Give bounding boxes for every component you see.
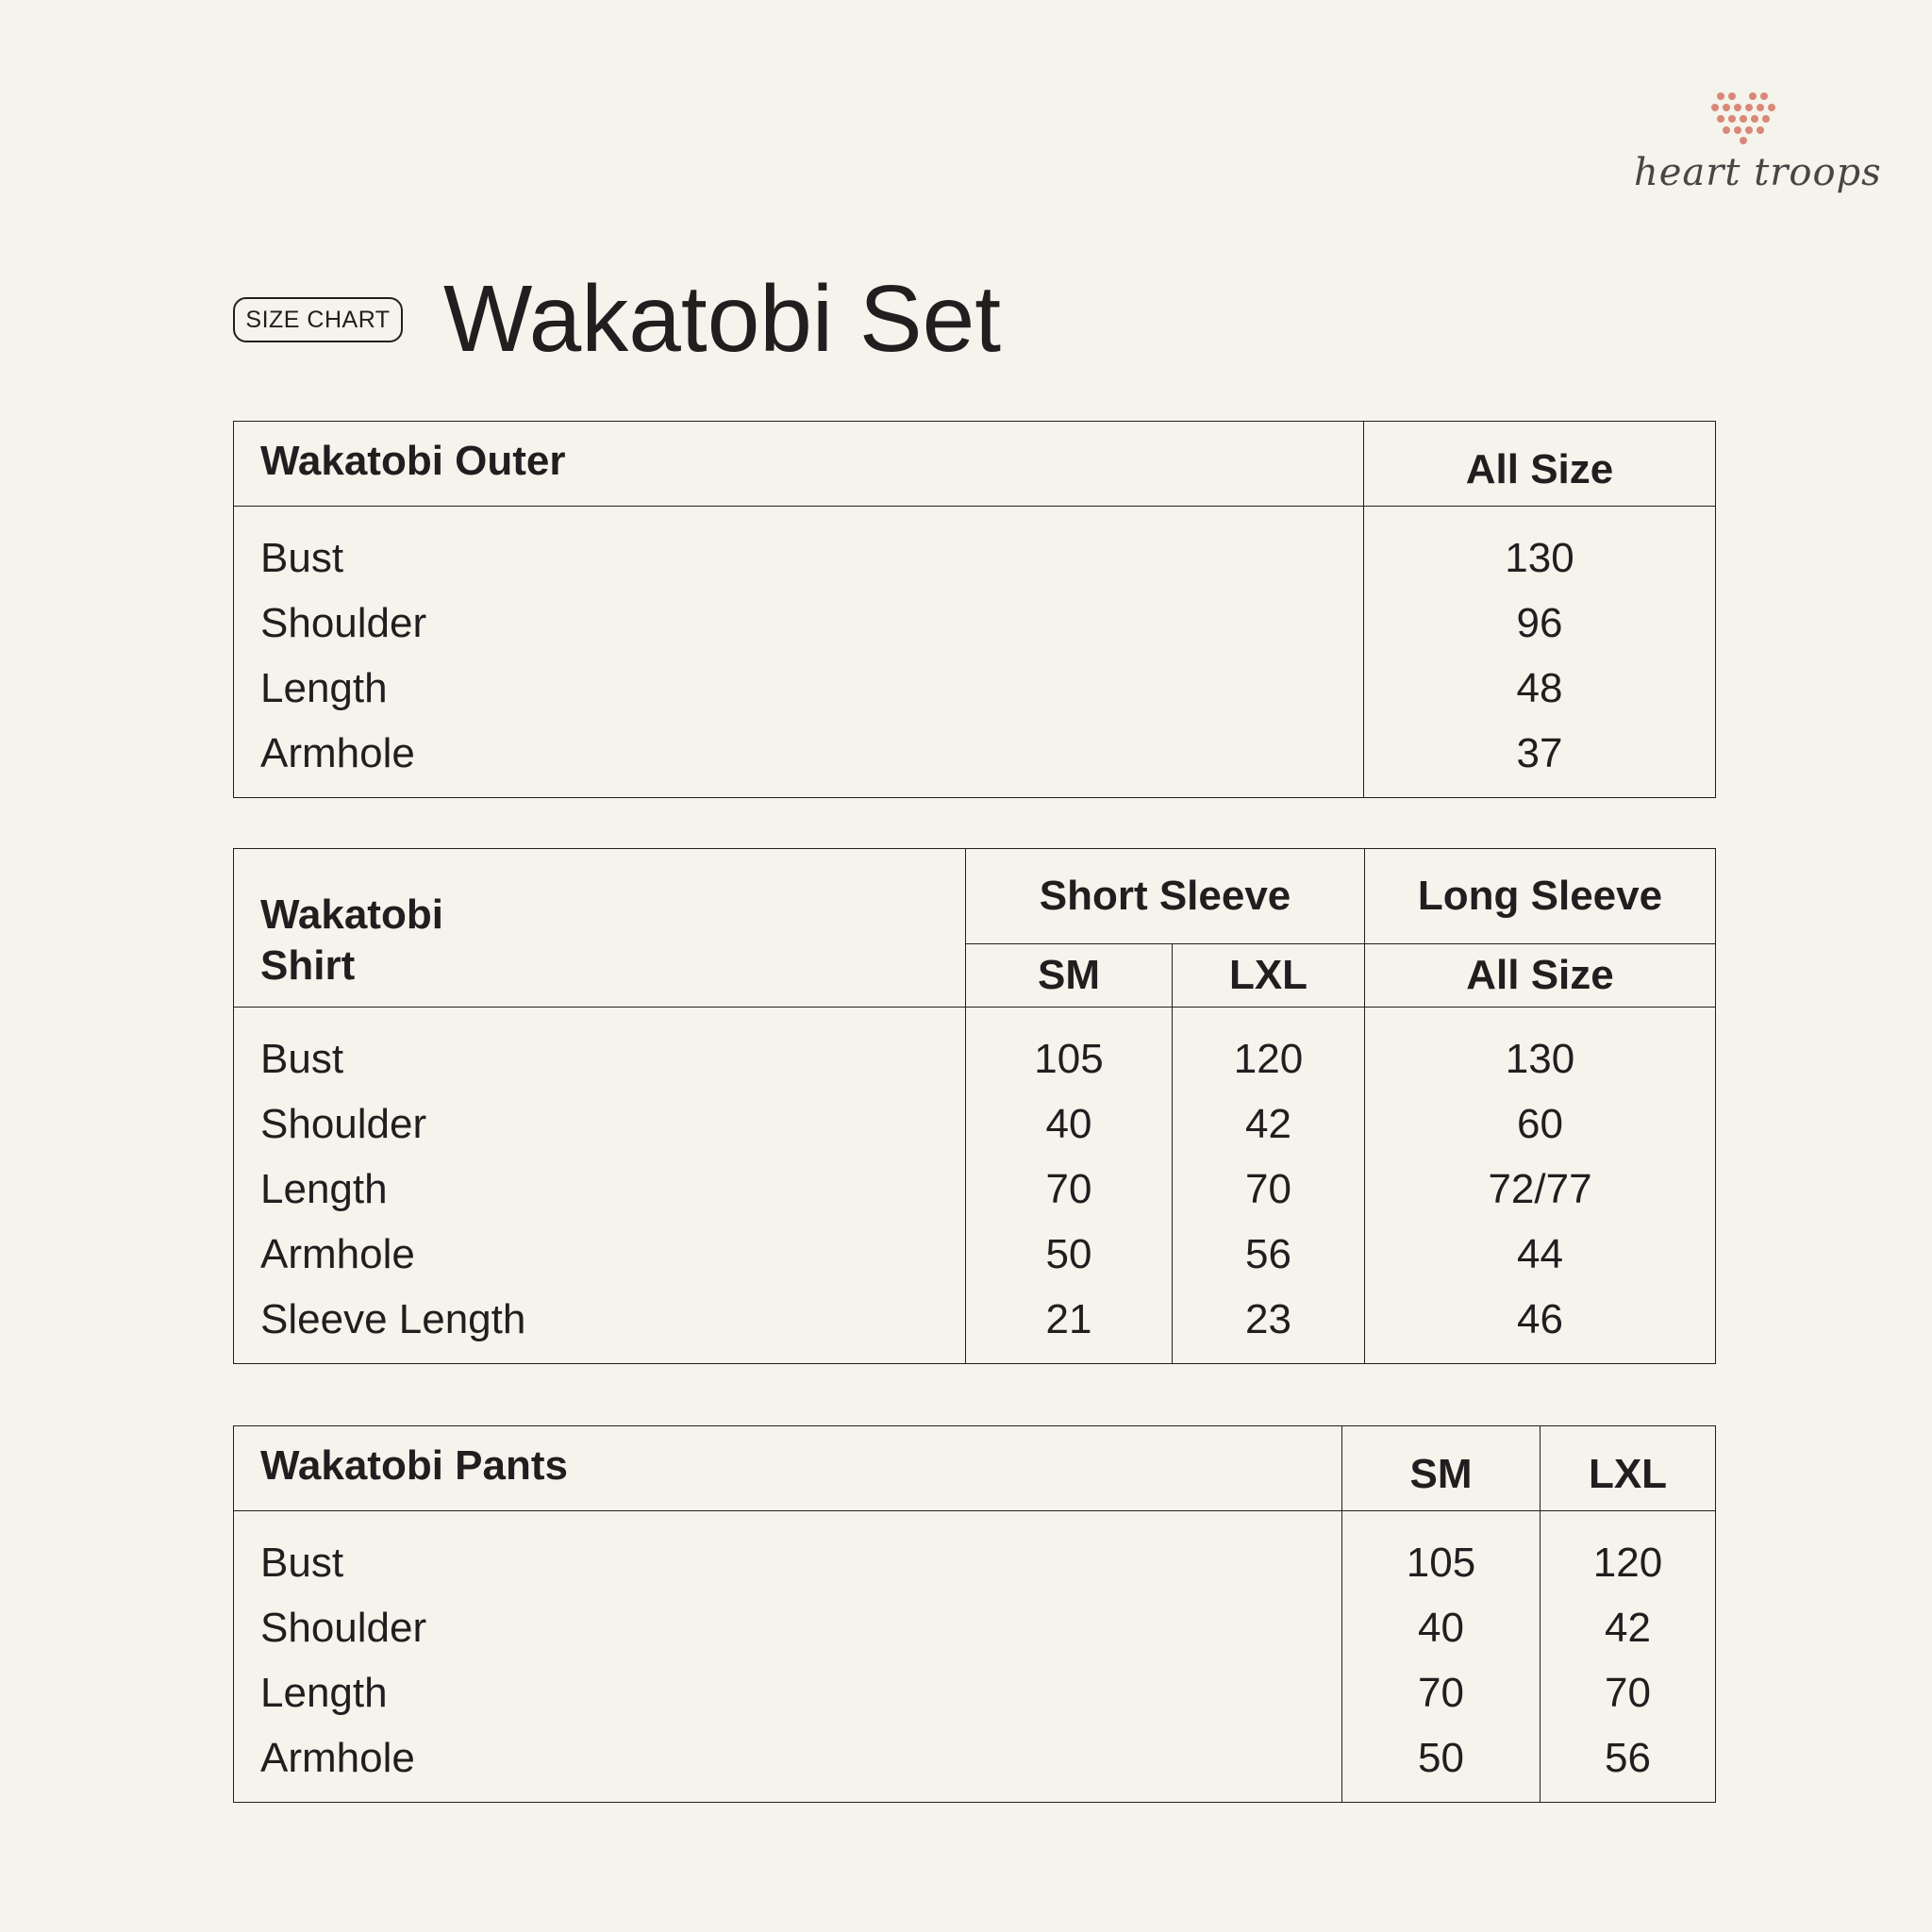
table-row — [234, 656, 1716, 721]
row-label: Shoulder — [234, 1595, 1342, 1660]
row-label: Bust — [234, 507, 1364, 591]
cell-value: 56 — [1541, 1725, 1716, 1803]
row-label: Shoulder — [234, 1091, 966, 1157]
table-row — [234, 1725, 1716, 1803]
cell-value: 40 — [966, 1091, 1173, 1157]
table-row — [234, 1595, 1716, 1660]
cell-value: 48 — [1364, 656, 1716, 721]
shirt-size-table — [233, 848, 1716, 1364]
pants-header-row — [234, 1426, 1716, 1511]
row-label: Length — [234, 1660, 1342, 1725]
outer-title: Wakatobi Outer — [234, 422, 1364, 507]
shirt-title — [234, 849, 966, 1008]
cell-value: 50 — [1342, 1725, 1541, 1803]
cell-value: 105 — [966, 1008, 1173, 1092]
cell-value: 40 — [1342, 1595, 1541, 1660]
row-label: Bust — [234, 1511, 1342, 1596]
cell-value: 46 — [1365, 1287, 1716, 1364]
long-all-size-header: All Size — [1365, 944, 1716, 1008]
brand-name: heart troops — [1634, 151, 1882, 194]
shirt-group-header-row — [234, 849, 1716, 944]
cell-value: 72/77 — [1365, 1157, 1716, 1222]
cell-value: 70 — [1541, 1660, 1716, 1725]
short-sm-header: SM — [966, 944, 1173, 1008]
table-row — [234, 1660, 1716, 1725]
cell-value: 70 — [1173, 1157, 1365, 1222]
row-label: Bust — [234, 1008, 966, 1092]
row-label: Armhole — [234, 1222, 966, 1287]
cell-value: 42 — [1541, 1595, 1716, 1660]
pants-size-table — [233, 1425, 1716, 1803]
size-chart-badge: SIZE CHART — [233, 297, 403, 342]
cell-value: 50 — [966, 1222, 1173, 1287]
long-sleeve-header: Long Sleeve — [1365, 849, 1716, 944]
cell-value: 130 — [1364, 507, 1716, 591]
outer-size-table — [233, 421, 1716, 798]
outer-header-row — [234, 422, 1716, 507]
brand-logo — [1628, 91, 1882, 213]
row-label: Armhole — [234, 1725, 1342, 1803]
table-row — [234, 1008, 1716, 1092]
heart-dots-icon — [1707, 91, 1783, 145]
cell-value: 56 — [1173, 1222, 1365, 1287]
cell-value: 130 — [1365, 1008, 1716, 1092]
cell-value: 37 — [1364, 721, 1716, 798]
short-sleeve-header: Short Sleeve — [966, 849, 1365, 944]
row-label: Armhole — [234, 721, 1364, 798]
cell-value: 120 — [1173, 1008, 1365, 1092]
pants-lxl-header: LXL — [1541, 1426, 1716, 1511]
table-row — [234, 721, 1716, 798]
cell-value: 23 — [1173, 1287, 1365, 1364]
row-label: Length — [234, 1157, 966, 1222]
short-lxl-header: LXL — [1173, 944, 1365, 1008]
table-row — [234, 1091, 1716, 1157]
cell-value: 105 — [1342, 1511, 1541, 1596]
row-label: Shoulder — [234, 591, 1364, 656]
shirt-title-line1: Wakatobi — [260, 891, 443, 938]
pants-title: Wakatobi Pants — [234, 1426, 1342, 1511]
table-row — [234, 1511, 1716, 1596]
cell-value: 42 — [1173, 1091, 1365, 1157]
cell-value: 70 — [966, 1157, 1173, 1222]
row-label: Length — [234, 656, 1364, 721]
shirt-title-line2: Shirt — [260, 941, 356, 989]
page-title: Wakatobi Set — [443, 266, 1002, 372]
row-label: Sleeve Length — [234, 1287, 966, 1364]
table-row — [234, 1157, 1716, 1222]
table-row — [234, 1287, 1716, 1364]
pants-sm-header: SM — [1342, 1426, 1541, 1511]
cell-value: 120 — [1541, 1511, 1716, 1596]
cell-value: 96 — [1364, 591, 1716, 656]
cell-value: 60 — [1365, 1091, 1716, 1157]
table-row — [234, 507, 1716, 591]
table-row — [234, 1222, 1716, 1287]
cell-value: 70 — [1342, 1660, 1541, 1725]
cell-value: 21 — [966, 1287, 1173, 1364]
outer-column-all-size: All Size — [1364, 422, 1716, 507]
cell-value: 44 — [1365, 1222, 1716, 1287]
table-row — [234, 591, 1716, 656]
